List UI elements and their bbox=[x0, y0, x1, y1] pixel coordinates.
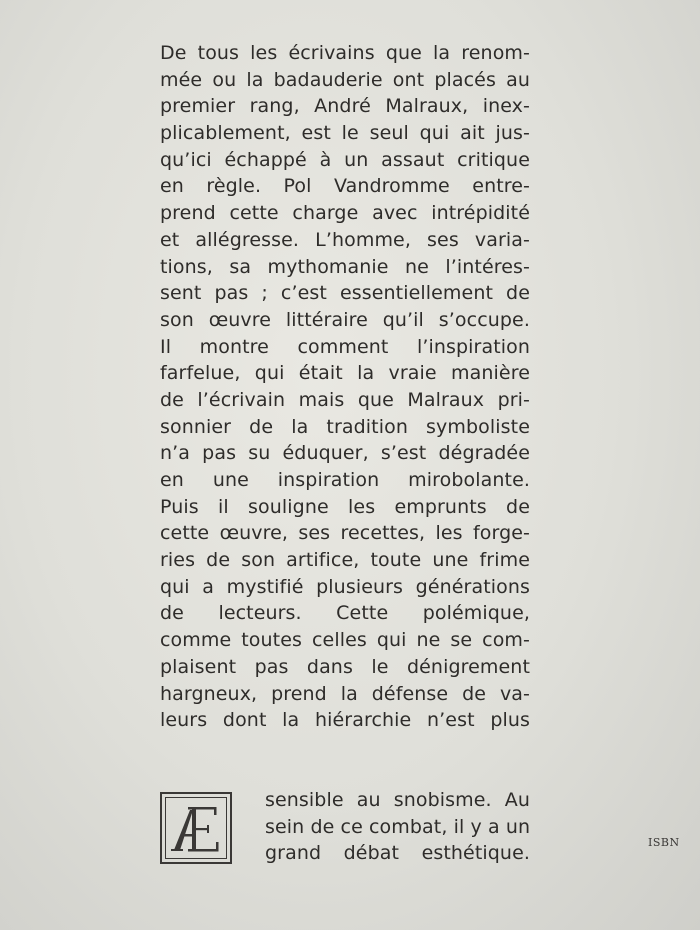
blurb-line-1: De tous les écrivains que la renom- bbox=[160, 42, 530, 64]
blurb-line-8: et allégresse. L’homme, ses varia- bbox=[160, 228, 530, 251]
blurb-line-12: Il montre comment l’inspiration bbox=[160, 335, 530, 358]
blurb-ending bbox=[265, 787, 530, 867]
blurb-line-7: prend cette charge avec intrépidité bbox=[160, 202, 530, 225]
blurb-ending-line-2: sein de ce combat, il y a un bbox=[265, 815, 531, 838]
blurb-line-9: tions, sa mythomanie ne l’intéres- bbox=[160, 255, 530, 278]
blurb-line-20: ries de son artifice, toute une frime bbox=[160, 549, 530, 572]
blurb-line-26: leurs dont la hiérarchie n’est plus bbox=[160, 709, 530, 732]
blurb-line-25: hargneux, prend la défense de va- bbox=[160, 682, 530, 705]
blurb-line-13: farfelue, qui était la vraie manière bbox=[160, 362, 530, 385]
blurb-line-14: de l’écrivain mais que Malraux pri- bbox=[160, 388, 530, 411]
publisher-logo bbox=[160, 792, 232, 864]
blurb-line-24: plaisent pas dans le dénigrement bbox=[160, 655, 530, 678]
blurb-line-22: de lecteurs. Cette polémique, bbox=[160, 602, 530, 625]
blurb-line-11: son œuvre littéraire qu’il s’occupe. bbox=[160, 308, 530, 331]
blurb-line-3: premier rang, André Malraux, inex- bbox=[160, 95, 530, 118]
blurb-line-23: comme toutes celles qui ne se com- bbox=[160, 629, 530, 652]
isbn-label: ISBN bbox=[648, 836, 680, 849]
blurb-line-17: en une inspiration mirobolante. bbox=[160, 469, 530, 491]
blurb-line-21: qui a mystifié plusieurs générations bbox=[160, 575, 530, 598]
blurb-line-18: Puis il souligne les emprunts de bbox=[160, 495, 530, 518]
blurb-ending-line-3: grand débat esthétique. bbox=[265, 842, 530, 865]
blurb-line-5: qu’ici échappé à un assaut critique bbox=[160, 148, 530, 171]
blurb-line-4: plicablement, est le seul qui ait jus- bbox=[160, 122, 530, 145]
blurb-line-15: sonnier de la tradition symboliste bbox=[160, 415, 530, 438]
blurb-line-6: en règle. Pol Vandromme entre- bbox=[160, 175, 530, 198]
blurb-line-10: sent pas ; c’est essentiellement de bbox=[160, 282, 530, 305]
blurb-paragraph bbox=[160, 40, 530, 734]
publisher-logo-frame bbox=[165, 797, 227, 859]
blurb-line-19: cette œuvre, ses recettes, les forge- bbox=[160, 522, 530, 545]
blurb-ending-line-1: sensible au snobisme. Au bbox=[265, 789, 530, 811]
blurb-line-16: n’a pas su éduquer, s’est dégradée bbox=[160, 442, 530, 465]
ae-ligature-icon bbox=[168, 800, 224, 856]
blurb-line-2: mée ou la badauderie ont placés au bbox=[160, 68, 530, 91]
